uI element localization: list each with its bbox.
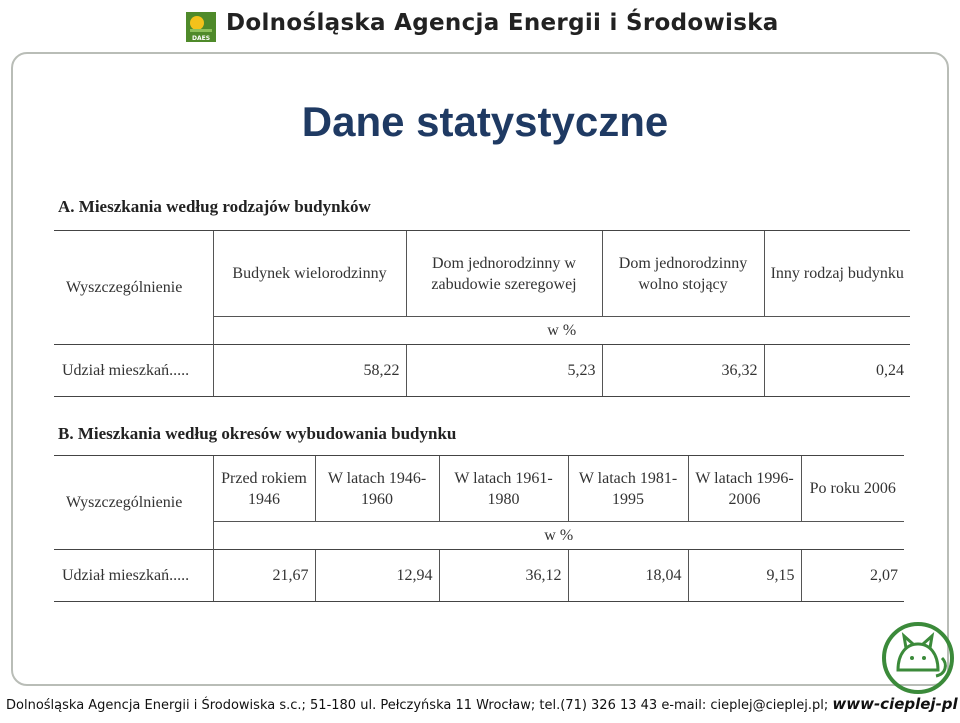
table-b-cell: 2,07 — [801, 550, 904, 602]
table-b-col-header: W latach 1961-1980 — [439, 456, 568, 522]
table-a-cell: 0,24 — [764, 345, 910, 397]
table-b — [54, 455, 904, 602]
table-b-cell: 12,94 — [315, 550, 439, 602]
table-b-cell: 18,04 — [568, 550, 688, 602]
organization-name: Dolnośląska Agencja Energii i Środowiska — [226, 10, 779, 36]
table-a-cell: 36,32 — [602, 345, 764, 397]
table-a-col-header: Budynek wielorodzinny — [213, 231, 406, 317]
table-a-col-header: Inny rodzaj budynku — [764, 231, 910, 317]
table-a — [54, 230, 910, 397]
footer-website[interactable]: www-cieplej-pl — [832, 695, 958, 713]
table-b-cell: 9,15 — [688, 550, 801, 602]
table-b-unit: w % — [213, 522, 904, 550]
table-row — [54, 345, 910, 397]
table-b-cell: 36,12 — [439, 550, 568, 602]
cat-badge-icon — [876, 618, 956, 698]
section-b-title: B. Mieszkania według okresów wybudowania budynku — [58, 424, 457, 443]
table-row — [54, 550, 904, 602]
table-a-col-header: Dom jednorodzinny w zabudowie szeregowej — [406, 231, 602, 317]
table-b-col-header: W latach 1981-1995 — [568, 456, 688, 522]
table-a-col-header: Dom jednorodzinny wolno stojący — [602, 231, 764, 317]
table-a-unit: w % — [213, 317, 910, 345]
table-b-col-header: Po roku 2006 — [801, 456, 904, 522]
table-b-cell: 21,67 — [213, 550, 315, 602]
header — [0, 0, 960, 50]
page-title: Dane statystyczne — [301, 98, 669, 145]
table-b-row-header: Wyszczególnienie — [54, 456, 213, 550]
footer — [6, 695, 960, 719]
table-a-row-label: Udział mieszkań..... — [54, 345, 213, 397]
table-b-col-header: Przed rokiem 1946 — [213, 456, 315, 522]
table-b-row-label: Udział mieszkań..... — [54, 550, 213, 602]
table-b-col-header: W latach 1996-2006 — [688, 456, 801, 522]
daes-logo-icon — [186, 12, 216, 42]
table-a-row-header: Wyszczególnienie — [54, 231, 213, 345]
table-b-col-header: W latach 1946-1960 — [315, 456, 439, 522]
footer-contact: Dolnośląska Agencja Energii i Środowiska s.c.; 51-180 ul. Pełczyńska 11 Wrocław; tel.(71) 326 13 43 e-mail: cieplej@cieplej.pl; — [6, 698, 829, 713]
table-a-cell: 58,22 — [213, 345, 406, 397]
logo-label: DAES — [191, 35, 211, 42]
table-a-cell: 5,23 — [406, 345, 602, 397]
section-a-title: A. Mieszkania według rodzajów budynków — [58, 197, 371, 216]
